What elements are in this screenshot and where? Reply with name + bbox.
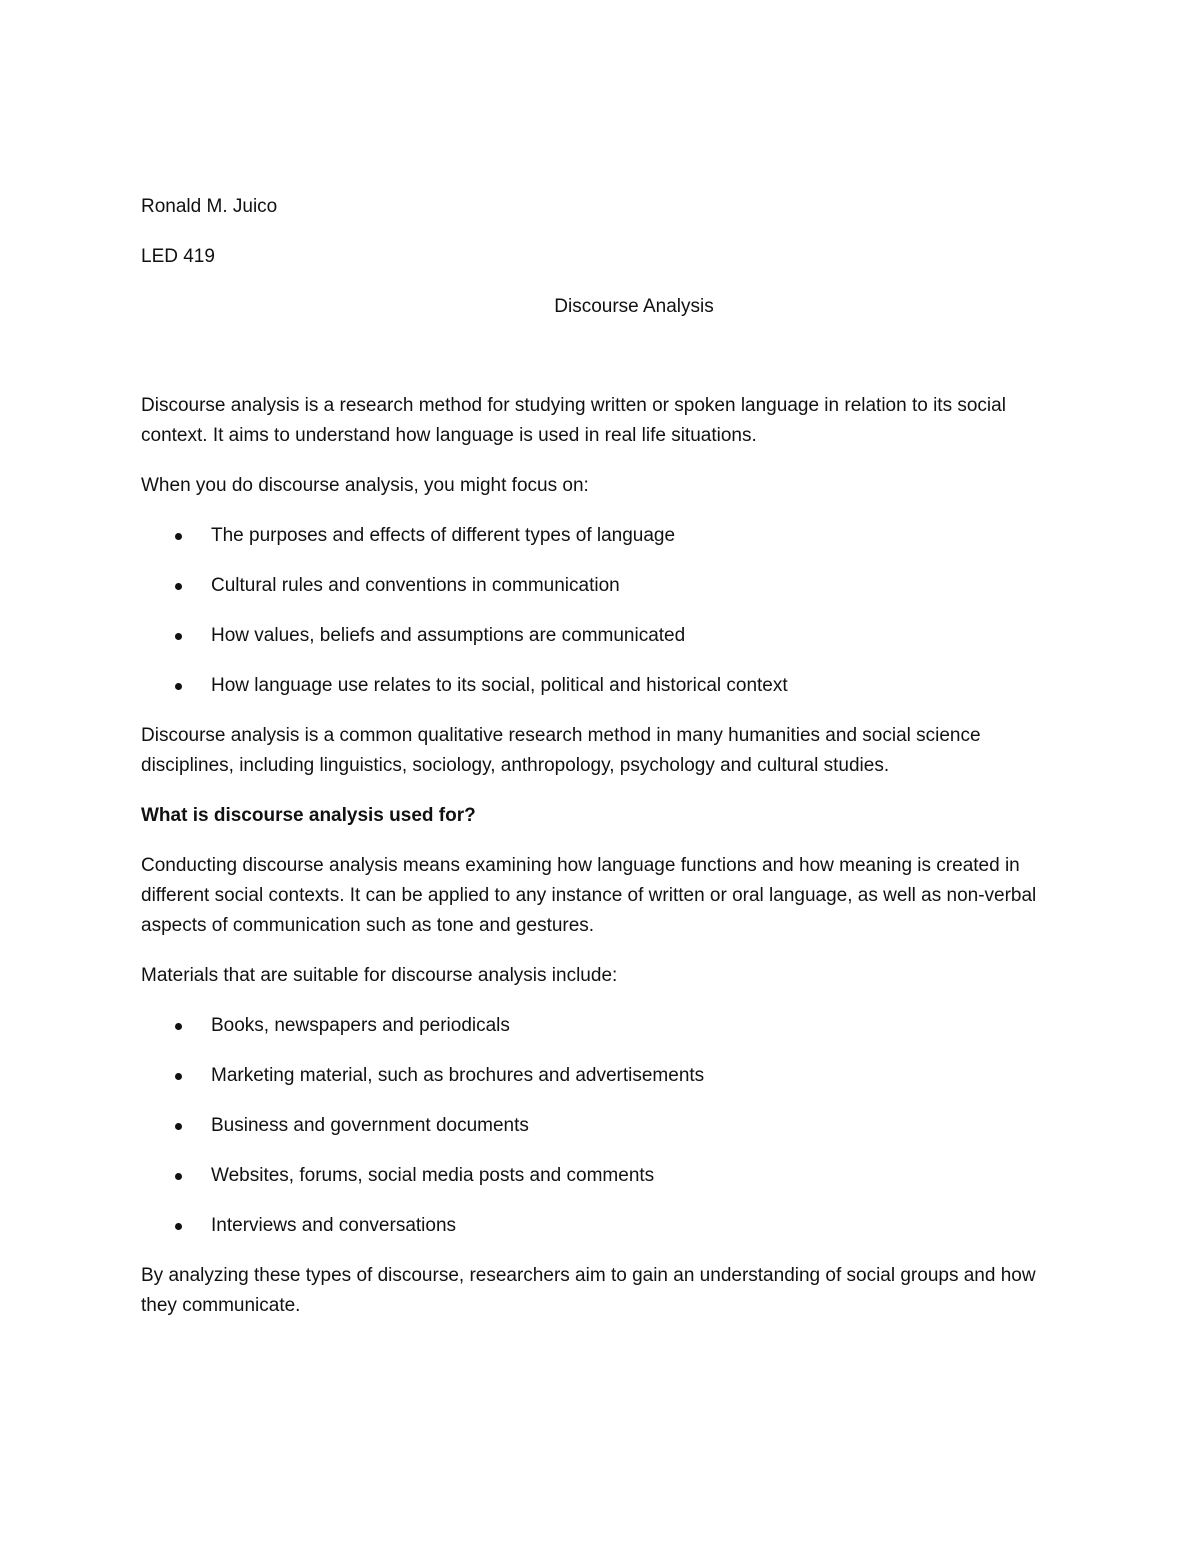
list-item [141,671,1071,701]
document-title: Discourse Analysis [554,296,714,317]
list-item [141,621,1071,651]
section-heading: What is discourse analysis used for? [141,805,476,826]
list-item-text: Interviews and conversations [211,1215,457,1236]
bullet-icon [175,1023,182,1030]
list-item [141,1211,1071,1241]
list-item [141,1161,1071,1191]
list-item [141,1011,1071,1041]
list-item-text: How values, beliefs and assumptions are communicated [211,625,686,646]
materials-lead: Materials that are suitable for discourse analysis include: [141,965,618,986]
list-item [141,521,1071,551]
list-item-text: Websites, forums, social media posts and comments [211,1165,655,1186]
bullet-icon [175,1223,182,1230]
conclusion-paragraph: By analyzing these types of discourse, researchers aim to gain an understanding of social groups and how they communicate. [141,1265,1036,1316]
materials-list [141,1011,1071,1241]
bullet-icon [175,533,182,540]
common-method-paragraph: Discourse analysis is a common qualitative research method in many humanities and social science disciplines, including linguistics, sociology, anthropology, psychology and cultural studies. [141,725,981,776]
list-item-text: Marketing material, such as brochures and advertisements [211,1065,705,1086]
list-item-text: Business and government documents [211,1115,529,1136]
list-item [141,1061,1071,1091]
author-name: Ronald M. Juico [141,196,278,217]
intro-paragraph: Discourse analysis is a research method for studying written or spoken language in relation to its social context. It aims to understand how language is used in real life situations. [141,395,1006,446]
bullet-icon [175,583,182,590]
conducting-paragraph: Conducting discourse analysis means examining how language functions and how meaning is created in different social contexts. It can be applied to any instance of written or oral language, as well as non-verbal aspects of communication such as tone and gestures. [141,855,1037,936]
list-item-text: Books, newspapers and periodicals [211,1015,510,1036]
bullet-icon [175,1073,182,1080]
document-body [141,192,1071,1341]
focus-lead: When you do discourse analysis, you might focus on: [141,475,589,496]
list-item [141,1111,1071,1141]
bullet-icon [175,683,182,690]
list-item-text: How language use relates to its social, political and historical context [211,675,788,696]
list-item-text: Cultural rules and conventions in communication [211,575,620,596]
bullet-icon [175,633,182,640]
list-item-text: The purposes and effects of different types of language [211,525,676,546]
bullet-icon [175,1123,182,1130]
course-code: LED 419 [141,246,215,267]
focus-list [141,521,1071,701]
bullet-icon [175,1173,182,1180]
list-item [141,571,1071,601]
